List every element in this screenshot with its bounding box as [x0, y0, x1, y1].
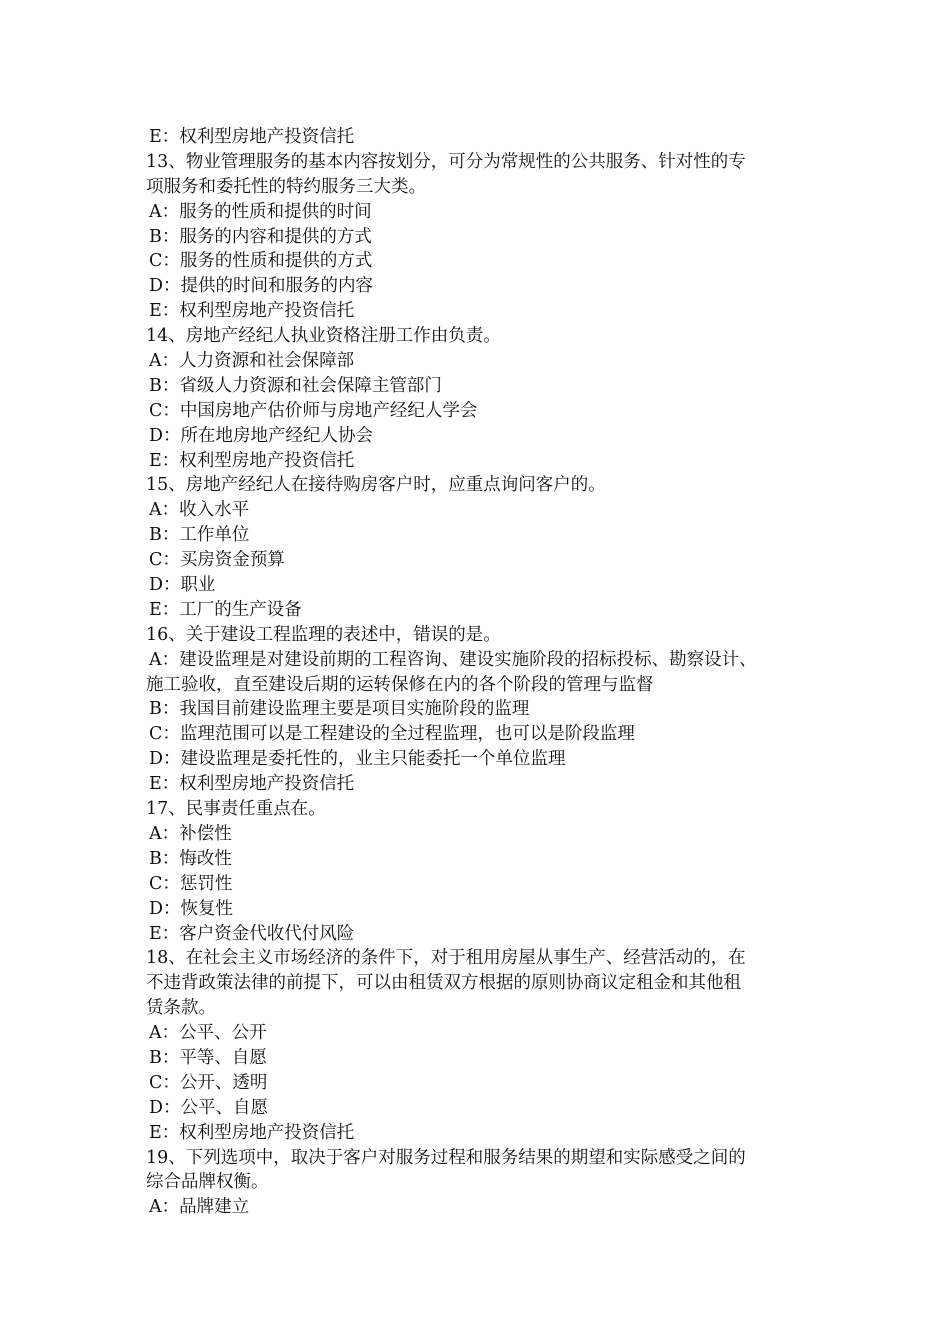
- answer-option-line: B：悔改性: [149, 848, 232, 869]
- answer-option-line: D：公平、自愿: [149, 1097, 269, 1118]
- question-text-line: 项服务和委托性的特约服务三大类。: [146, 176, 426, 197]
- answer-option-line: D：所在地房地产经纪人协会: [149, 425, 374, 446]
- question-text-line: 17、民事责任重点在。: [146, 799, 326, 820]
- answer-option-line: C：中国房地产估价师与房地产经纪人学会: [149, 400, 478, 421]
- answer-option-line: A：服务的性质和提供的时间: [149, 201, 372, 222]
- answer-option-line: B：工作单位: [149, 525, 250, 546]
- answer-option-line: B：平等、自愿: [149, 1047, 267, 1068]
- question-text-line: 13、物业管理服务的基本内容按划分，可分为常规性的公共服务、针对性的专: [146, 151, 746, 172]
- answer-option-line: D：提供的时间和服务的内容: [149, 276, 374, 297]
- answer-option-line: D：职业: [149, 575, 216, 596]
- answer-option-line: E：权利型房地产投资信托: [149, 1122, 355, 1143]
- answer-option-line: C：监理范围可以是工程建设的全过程监理，也可以是阶段监理: [149, 724, 635, 745]
- answer-option-line: A：人力资源和社会保障部: [149, 351, 355, 372]
- answer-option-line: E：工厂的生产设备: [149, 599, 302, 620]
- answer-option-line: B：省级人力资源和社会保障主管部门: [149, 375, 442, 396]
- question-text-line: 14、房地产经纪人执业资格注册工作由负责。: [146, 326, 501, 347]
- answer-option-line: C：公开、透明: [149, 1072, 268, 1093]
- document-body: [146, 125, 826, 1220]
- answer-option-line: E：权利型房地产投资信托: [149, 450, 355, 471]
- answer-option-line: E：权利型房地产投资信托: [149, 301, 355, 322]
- answer-option-line: C：服务的性质和提供的方式: [149, 251, 373, 272]
- answer-option-line: C：惩罚性: [149, 873, 233, 894]
- question-text-line: 综合品牌权衡。: [146, 1172, 269, 1193]
- answer-option-line: E：权利型房地产投资信托: [149, 774, 355, 795]
- answer-option-line: D：恢复性: [149, 898, 234, 919]
- answer-option-line: A：建设监理是对建设前期的工程咨询、建设实施阶段的招标投标、勘察设计、: [149, 649, 757, 670]
- answer-option-line: B：我国目前建设监理主要是项目实施阶段的监理: [149, 699, 530, 720]
- answer-option-line: A：公平、公开: [149, 1023, 267, 1044]
- question-text-line: 不违背政策法律的前提下，可以由租赁双方根据的原则协商议定租金和其他租: [146, 973, 741, 994]
- question-text-line: 18、在社会主义市场经济的条件下，对于租用房屋从事生产、经营活动的，在: [146, 948, 746, 969]
- question-text-line: 16、关于建设工程监理的表述中，错误的是。: [146, 624, 501, 645]
- answer-option-line: A：补偿性: [149, 823, 232, 844]
- question-text-line: 赁条款。: [146, 998, 216, 1019]
- question-text-line: 19、下列选项中，取决于客户对服务过程和服务结果的期望和实际感受之间的: [146, 1147, 746, 1168]
- answer-option-line: A：品牌建立: [149, 1197, 250, 1218]
- answer-option-line: D：建设监理是委托性的，业主只能委托一个单位监理: [149, 749, 566, 770]
- answer-option-line: C：买房资金预算: [149, 550, 285, 571]
- answer-option-line: E：权利型房地产投资信托: [149, 127, 355, 147]
- answer-option-line: A：收入水平: [149, 500, 250, 521]
- answer-option-line: B：服务的内容和提供的方式: [149, 226, 372, 247]
- question-text-line: 15、房地产经纪人在接待购房客户时，应重点询问客户的。: [146, 475, 606, 496]
- answer-option-line: E：客户资金代收代付风险: [149, 923, 355, 944]
- question-text-line: 施工验收，直至建设后期的运转保修在内的各个阶段的管理与监督: [146, 674, 654, 695]
